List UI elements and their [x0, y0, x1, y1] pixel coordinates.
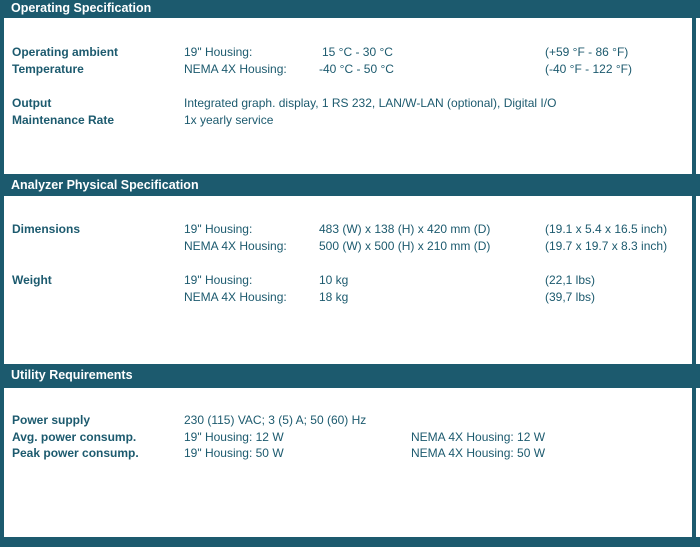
section-header-operating [0, 0, 700, 18]
temp-range: 15 °C - 30 °C [322, 45, 393, 59]
output-label: Output [12, 96, 52, 110]
housing-label: 19" Housing: [184, 222, 253, 236]
temp-range-imperial: (-40 °F - 122 °F) [545, 62, 632, 76]
section-title: Utility Requirements [11, 368, 133, 382]
section-header-physical [0, 174, 700, 196]
dimensions-metric: 483 (W) x 138 (H) x 420 mm (D) [319, 222, 491, 236]
section-title: Analyzer Physical Specification [11, 178, 199, 192]
maintenance-value: 1x yearly service [184, 113, 274, 127]
housing-label: 19" Housing: [184, 273, 253, 287]
housing-label: NEMA 4X Housing: [184, 239, 287, 253]
power-supply-value: 230 (115) VAC; 3 (5) A; 50 (60) Hz [184, 413, 367, 427]
housing-label: NEMA 4X Housing: [184, 62, 287, 76]
peak-power-nema: NEMA 4X Housing: 50 W [411, 446, 546, 460]
weight-label: Weight [12, 273, 52, 287]
peak-power-label: Peak power consump. [12, 446, 139, 460]
temp-range: -40 °C - 50 °C [319, 62, 394, 76]
housing-label: 19" Housing: [184, 45, 253, 59]
footer-bar [0, 537, 700, 547]
weight-metric: 10 kg [319, 273, 349, 287]
peak-power-19: 19" Housing: 50 W [184, 446, 284, 460]
dimensions-metric: 500 (W) x 500 (H) x 210 mm (D) [319, 239, 491, 253]
avg-power-label: Avg. power consump. [12, 430, 137, 444]
dimensions-imperial: (19.1 x 5.4 x 16.5 inch) [545, 222, 668, 236]
dimensions-imperial: (19.7 x 19.7 x 8.3 inch) [545, 239, 668, 253]
power-supply-label: Power supply [12, 413, 91, 427]
maintenance-label: Maintenance Rate [12, 113, 115, 127]
weight-imperial: (39,7 lbs) [545, 290, 596, 304]
dimensions-label: Dimensions [12, 222, 81, 236]
avg-power-19: 19" Housing: 12 W [184, 430, 284, 444]
temp-range-imperial: (+59 °F - 86 °F) [545, 45, 629, 59]
output-value: Integrated graph. display, 1 RS 232, LAN/W-LAN (optional), Digital I/O [184, 96, 557, 110]
section-title: Operating Specification [11, 1, 152, 15]
housing-label: NEMA 4X Housing: [184, 290, 287, 304]
section-header-utility [0, 364, 700, 388]
weight-metric: 18 kg [319, 290, 349, 304]
avg-power-nema: NEMA 4X Housing: 12 W [411, 430, 546, 444]
temperature-label: Temperature [12, 62, 84, 76]
weight-imperial: (22,1 lbs) [545, 273, 596, 287]
operating-ambient-label: Operating ambient [12, 45, 119, 59]
